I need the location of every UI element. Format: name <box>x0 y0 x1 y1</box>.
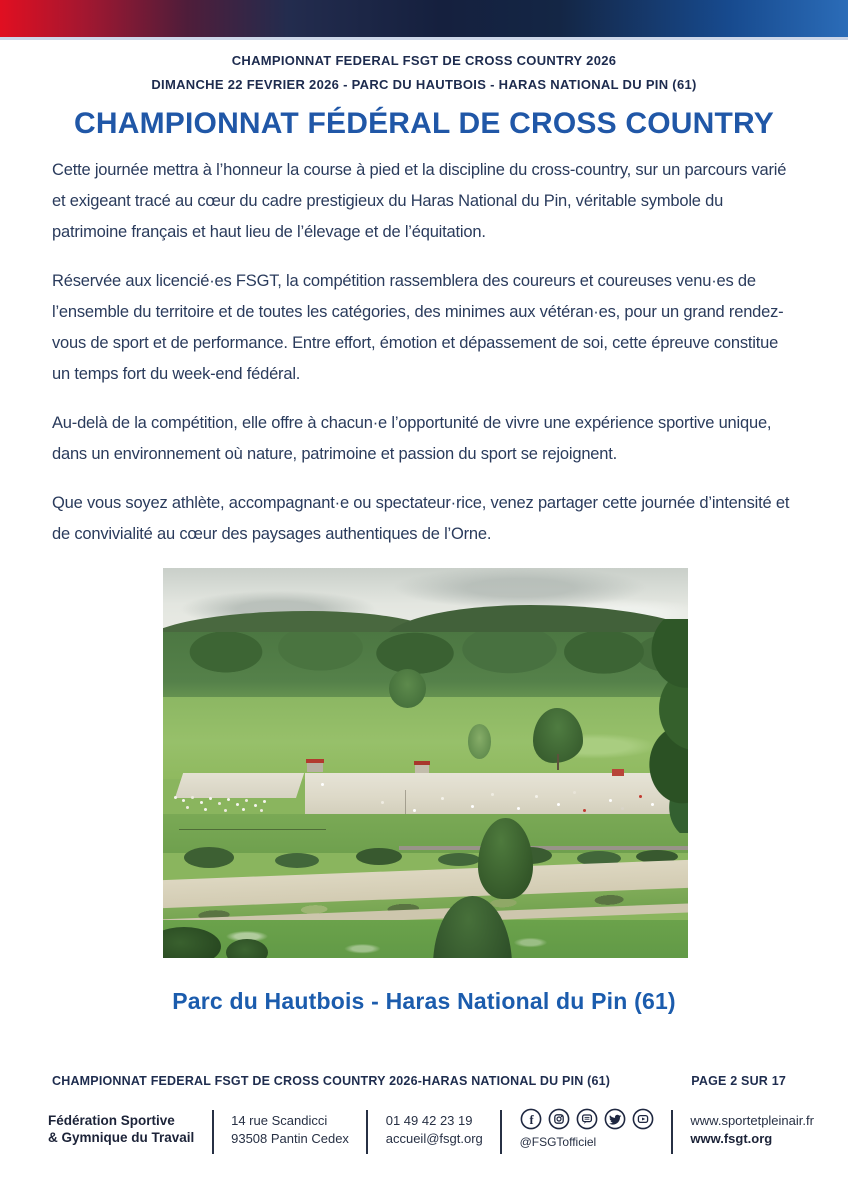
paragraph-2: Réservée aux licencié·es FSGT, la compétition rassemblera des coureurs et coureuses venu·es de l’ensemble du territoire et de toutes les catégories, des minimes aux vétéran·es, pour un grand rendez-vous de sport et de performance. Entre effort, émotion et dépassement de soi, cette épreuve constitue un temps fort du week-end fédéral. <box>52 272 784 383</box>
org-contact <box>386 1108 483 1148</box>
svg-text:f: f <box>529 1113 534 1127</box>
header-line-1: CHAMPIONNAT FEDERAL FSGT DE CROSS COUNTRY 2026 <box>231 53 617 68</box>
org-name-line-1: Fédération Sportive <box>48 1113 175 1128</box>
photo-people-dots <box>321 783 324 786</box>
facebook-icon[interactable] <box>520 1108 542 1130</box>
top-gradient-bar <box>0 0 848 40</box>
park-photo <box>163 568 688 958</box>
footer-divider <box>671 1110 673 1154</box>
photo-hut <box>415 765 429 773</box>
paragraph-1: Cette journée mettra à l’honneur la course à pied et la discipline du cross-country, sur un parcours varié et exigeant tracé au cœur du cadre prestigieux du Haras National du Pin, véritable symbole du patrimoine français et haut lieu de l’élevage et de l’équitation. <box>52 161 787 241</box>
photo-tree <box>468 724 492 759</box>
photo-caption: Parc du Hautbois - Haras National du Pin (61) <box>172 988 676 1014</box>
phone-number: 01 49 42 23 19 <box>385 1113 473 1128</box>
youtube-icon[interactable] <box>632 1108 654 1130</box>
photo-sheep-dots <box>174 796 177 799</box>
page-footer <box>52 1074 786 1088</box>
photo-fence <box>179 829 326 830</box>
address-line-2: 93508 Pantin Cedex <box>231 1131 349 1146</box>
photo-foreground-tree <box>615 619 689 834</box>
header-line-2: DIMANCHE 22 FEVRIER 2026 - PARC DU HAUTBOIS - HARAS NATIONAL DU PIN (61) <box>151 77 697 92</box>
website-link-fsgt[interactable]: www.fsgt.org <box>690 1131 773 1146</box>
website-link-sportetpleinair[interactable]: www.sportetpleinair.fr <box>690 1113 814 1128</box>
twitter-icon[interactable] <box>604 1108 626 1130</box>
photo-wall <box>399 846 688 850</box>
org-websites <box>690 1108 814 1148</box>
footer-divider <box>500 1110 502 1154</box>
document-header <box>0 53 848 92</box>
photo-hut <box>307 763 323 772</box>
footer-left-text: CHAMPIONNAT FEDERAL FSGT DE CROSS COUNTRY 2026-HARAS NATIONAL DU PIN (61) <box>52 1074 611 1088</box>
org-name-line-2: & Gymnique du Travail <box>48 1130 195 1145</box>
email-link[interactable]: accueil@fsgt.org <box>385 1131 483 1146</box>
photo-tree <box>389 669 426 708</box>
page-number: PAGE 2 SUR 17 <box>691 1074 786 1088</box>
paragraph-3: Au-delà de la compétition, elle offre à chacun·e l’opportunité de vivre une expérience sportive unique, dans un environnement où nature, patrimoine et passion du sport se rejoignent. <box>52 414 772 463</box>
body-content <box>52 155 796 550</box>
photo-arena-line <box>405 790 406 813</box>
chat-icon[interactable] <box>576 1108 598 1130</box>
paragraph-4: Que vous soyez athlète, accompagnant·e ou spectateur·rice, venez partager cette journée d’intensité et de convivialité au cœur des paysages authentiques de l’Orne. <box>52 494 790 543</box>
social-block <box>520 1108 654 1149</box>
instagram-icon[interactable] <box>548 1108 570 1130</box>
social-icons-row <box>520 1108 654 1130</box>
page-title: CHAMPIONNAT FÉDÉRAL DE CROSS COUNTRY <box>74 107 774 140</box>
address-line-1: 14 rue Scandicci <box>231 1113 328 1128</box>
photo-hedge-row <box>184 847 234 868</box>
photo-treeline-layer <box>163 632 688 702</box>
org-address <box>231 1108 349 1148</box>
social-handle: @FSGTofficiel <box>519 1135 597 1149</box>
footer-divider <box>366 1110 368 1154</box>
footer-divider <box>212 1110 214 1154</box>
org-name <box>48 1108 194 1146</box>
organization-footer <box>48 1108 814 1154</box>
photo-arena-apron <box>175 773 304 798</box>
